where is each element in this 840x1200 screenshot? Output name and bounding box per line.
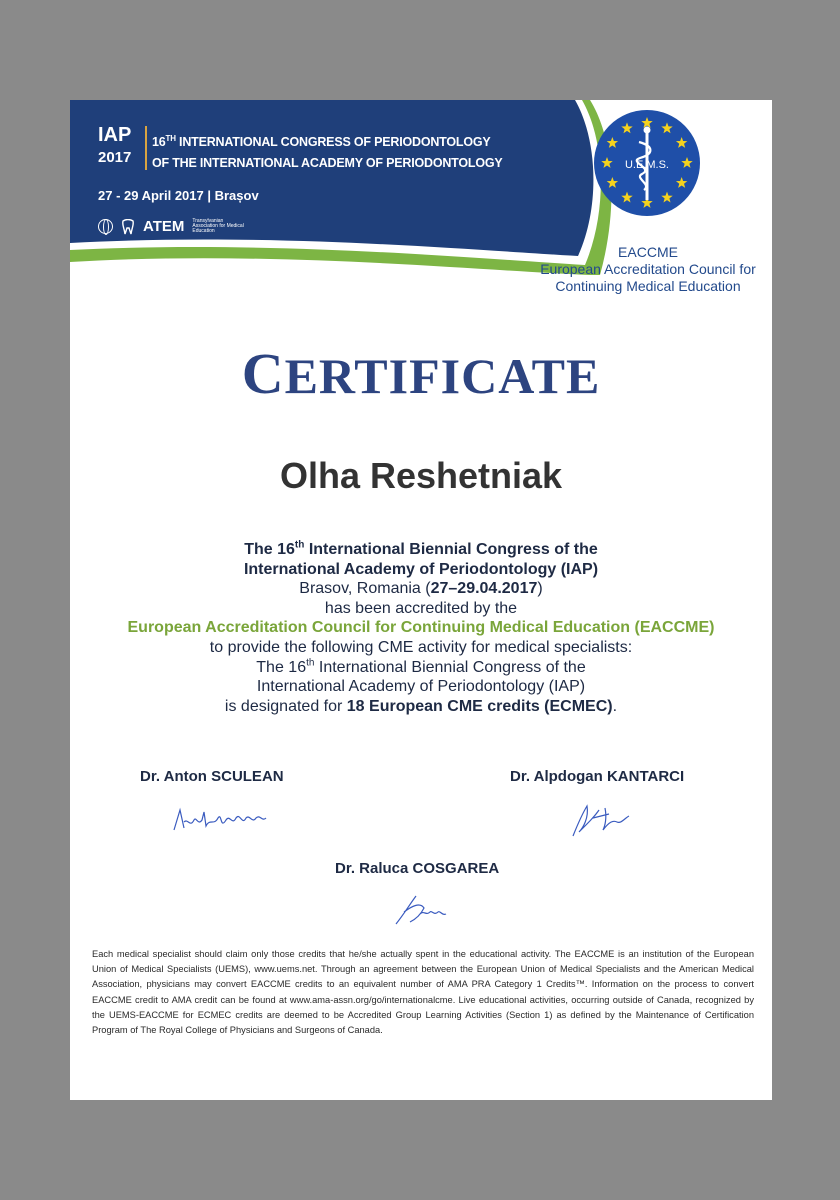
congress-number: 16: [152, 135, 166, 150]
eaccme-block: [520, 244, 772, 295]
body-l3-dates: 27–29.04.2017: [430, 580, 538, 598]
certificate-body: [90, 540, 752, 716]
atem-subtitle: Transylvanian Association for Medical Education: [192, 218, 244, 234]
logo-divider: [145, 126, 147, 170]
title-rest: ERTIFICATE: [284, 348, 601, 404]
body-l1b: International Biennial Congress of the: [304, 541, 598, 558]
certificate-page: [70, 100, 772, 1100]
signature-sculean: [170, 800, 270, 840]
eaccme-line2: Continuing Medical Education: [555, 278, 741, 294]
body-l1-sup: th: [294, 539, 305, 551]
signatory-kantarci: Dr. Alpdogan KANTARCI: [510, 768, 685, 785]
body-credits: 18 European CME credits (ECMEC): [346, 697, 613, 715]
eaccme-acronym: EACCME: [618, 244, 678, 260]
body-l8: International Academy of Periodontology (IAP): [256, 678, 586, 696]
body-l7-sup: th: [306, 657, 315, 669]
body-l3c: ): [537, 580, 543, 598]
body-l1a: The 16: [244, 541, 295, 558]
body-l9a: is designated for: [224, 697, 347, 715]
body-eaccme: European Accreditation Council for Continuing Medical Education (EACCME): [127, 619, 715, 637]
logo-year: 2017: [98, 149, 132, 166]
body-l3a: Brasov, Romania (: [299, 580, 431, 598]
atem-logo: ATEM: [143, 218, 185, 235]
eaccme-line1: European Accreditation Council for: [540, 261, 756, 277]
iap-logo: [98, 125, 131, 165]
logo-iap: IAP: [98, 124, 132, 146]
body-l9c: .: [612, 697, 618, 715]
sponsor-logos: [98, 218, 248, 235]
uems-seal: [592, 108, 702, 218]
congress-suffix: TH: [165, 134, 176, 143]
tooth-icon: [121, 219, 135, 235]
body-l2: International Academy of Periodontology (IAP): [243, 560, 599, 578]
congress-title: [152, 128, 503, 174]
body-l7a: The 16: [256, 658, 307, 676]
globe-icon: [98, 219, 113, 234]
congress-dates: 27 - 29 April 2017 | Brașov: [98, 188, 259, 203]
body-l7b: International Biennial Congress of the: [314, 658, 586, 676]
recipient-name: Olha Reshetniak: [279, 455, 563, 496]
signature-cosgarea: [390, 890, 460, 930]
body-l6: to provide the following CME activity for medical specialists:: [209, 638, 633, 656]
signatory-sculean: Dr. Anton SCULEAN: [140, 768, 284, 785]
body-l4: has been accredited by the: [324, 599, 518, 617]
congress-line2: OF THE INTERNATIONAL ACADEMY OF PERIODONTOLOGY: [152, 156, 503, 171]
certificate-title: [70, 340, 772, 407]
seal-text: U.E.M.S.: [624, 159, 670, 171]
congress-line1: INTERNATIONAL CONGRESS OF PERIODONTOLOGY: [175, 135, 491, 150]
signature-kantarci: [565, 796, 635, 841]
title-initial: C: [241, 341, 285, 406]
signatory-cosgarea: Dr. Raluca COSGAREA: [335, 860, 500, 877]
footer-note: Each medical specialist should claim only those credits that he/she actually spent in the educational activity. The EACCME is an institution of the European Union of Medical Specialists (UEMS), www.uems.net. Through an agreement between the European Union of Medical Specialists and the American Medical Association, physicians may convert EACCME credits to an equivalent number of AMA PRA Category 1 Credits™. Information on the process to convert EACCME credit to AMA credit can be found at www.ama-assn.org/go/internationalcme. Live educational activities, occurring outside of Canada, recognized by the UEMS-EACCME for ECMEC credits are deemed to be Accredited Group Learning Activities (Section 1) as defined by the Maintenance of Certification Program of The Royal College of Physicians and Surgeons of Canada.: [92, 949, 754, 1036]
